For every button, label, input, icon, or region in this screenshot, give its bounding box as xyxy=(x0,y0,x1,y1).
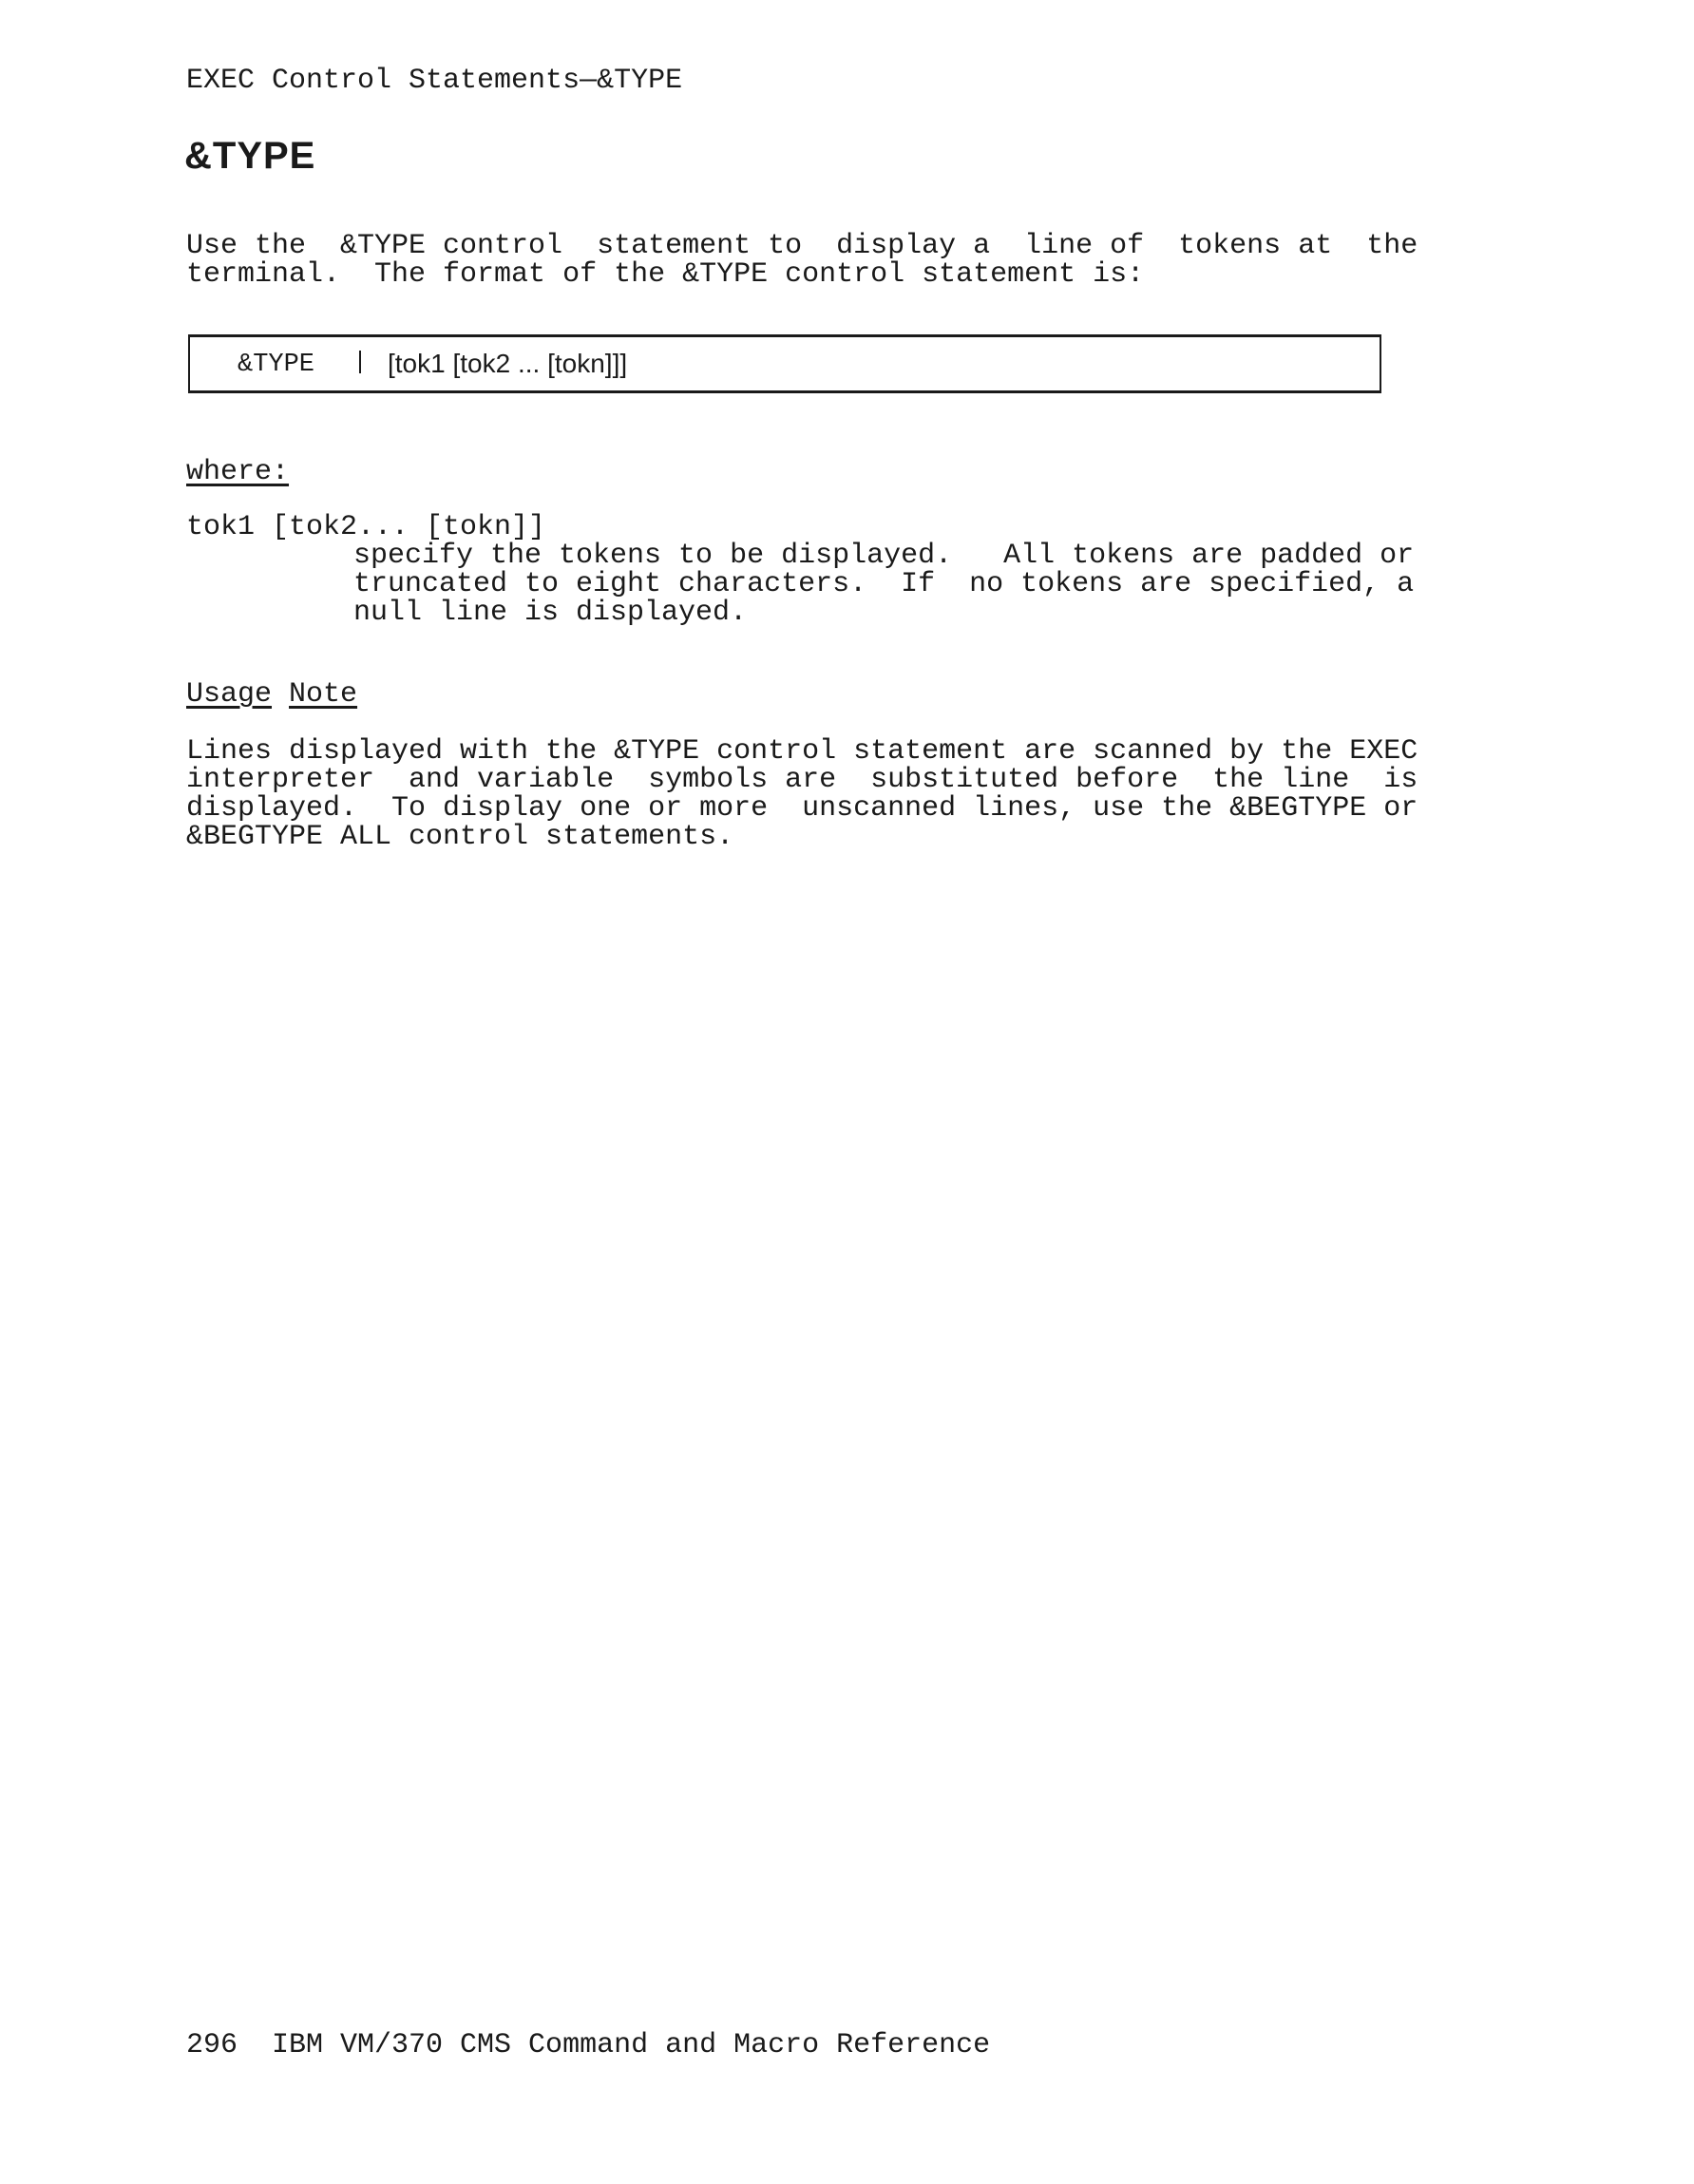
syntax-separator xyxy=(359,351,361,373)
syntax-box xyxy=(188,334,1381,393)
usage-line-1: Lines displayed with the &TYPE control statement are scanned by the EXEC xyxy=(186,735,1418,768)
usage-heading-word-1: Usage xyxy=(186,678,273,711)
usage-line-2: interpreter and variable symbols are substituted before the line is xyxy=(186,764,1418,796)
intro-line-2: terminal. The format of the &TYPE control statement is: xyxy=(186,258,1145,291)
page-title: &TYPE xyxy=(184,135,316,177)
operand-term: tok1 [tok2... [tokn]] xyxy=(186,511,546,543)
usage-line-3: displayed. To display one or more unscanned lines, use the &BEGTYPE or xyxy=(186,792,1418,825)
syntax-operands: [tok1 [tok2 ... [tokn]]] xyxy=(388,349,628,378)
operand-desc-line-2: truncated to eight characters. If no tokens are specified, a xyxy=(353,568,1415,600)
usage-heading-word-2: Note xyxy=(289,678,358,711)
operand-desc-line-1: specify the tokens to be displayed. All tokens are padded or xyxy=(353,540,1415,572)
syntax-command: &TYPE xyxy=(238,351,315,379)
usage-line-4: &BEGTYPE ALL control statements. xyxy=(186,821,734,853)
operand-desc-line-3: null line is displayed. xyxy=(353,597,748,629)
running-header: EXEC Control Statements—&TYPE xyxy=(186,65,683,97)
intro-line-1: Use the &TYPE control statement to display a line of tokens at the xyxy=(186,230,1418,262)
page-footer: 296 IBM VM/370 CMS Command and Macro Reference xyxy=(186,2029,991,2061)
where-label: where: xyxy=(186,456,290,488)
usage-heading xyxy=(186,680,357,709)
